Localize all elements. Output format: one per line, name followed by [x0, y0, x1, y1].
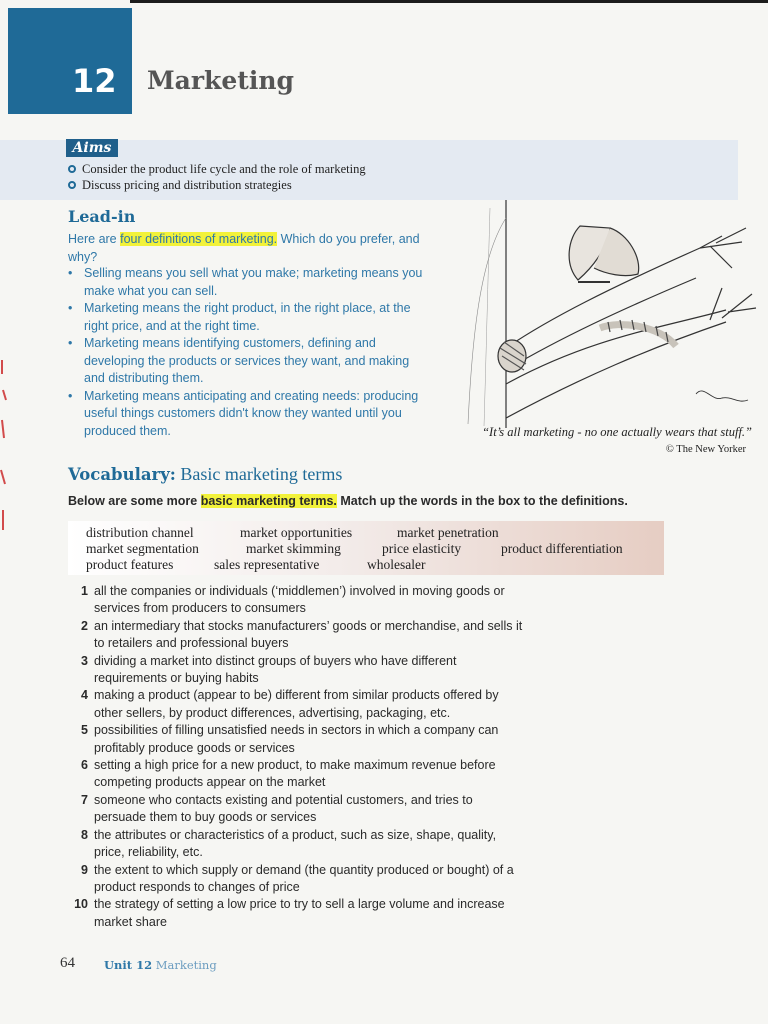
footer-unit-name: Marketing — [155, 958, 217, 972]
definition-item — [68, 757, 528, 792]
word-item: price elasticity — [382, 541, 462, 556]
definition-item — [68, 827, 528, 862]
definition-number: 4 — [81, 688, 88, 703]
leadin-definition: • Marketing means the right product, in the right place, at the right price, and at the right time. — [68, 300, 428, 335]
leadin-intro-text: Here are — [68, 232, 121, 246]
leadin-heading: Lead-in — [68, 207, 136, 226]
definition-number: 6 — [81, 758, 88, 773]
definition-item — [68, 862, 528, 897]
footer-unit — [104, 958, 217, 972]
definition-item — [68, 653, 528, 688]
word-item: market penetration — [397, 525, 499, 540]
leadin-definition: • Marketing means anticipating and creating needs: producing useful things customers didn't know they wanted until you produced them. — [68, 388, 428, 441]
word-item: market skimming — [246, 541, 341, 556]
aims-item — [68, 161, 366, 177]
circle-bullet-icon — [68, 165, 76, 173]
definition-text: the strategy of setting a low price to try to sell a large volume and increase market share — [94, 897, 505, 929]
word-item: product differentiation — [501, 541, 623, 556]
highlighted-phrase: basic marketing terms. — [200, 494, 337, 508]
instruction-text: Below are some more — [68, 494, 201, 508]
leadin-intro-text: Which do you prefer, and why? — [68, 232, 420, 264]
unit-number: 12 — [72, 62, 117, 100]
margin-stamp-marks — [0, 360, 10, 550]
word-item: sales representative — [214, 557, 320, 572]
definition-item — [68, 792, 528, 827]
circle-bullet-icon — [68, 181, 76, 189]
definition-item — [68, 687, 528, 722]
definition-item — [68, 618, 528, 653]
aims-item-text: Consider the product life cycle and the role of marketing — [82, 162, 366, 176]
definition-number: 9 — [81, 862, 88, 877]
instruction-text: Match up the words in the box to the definitions. — [336, 494, 628, 508]
signature-mark — [696, 391, 748, 401]
definition-text: the attributes or characteristics of a product, such as size, shape, quality, price, reliability, etc. — [94, 827, 497, 860]
definitions-list — [68, 583, 528, 931]
vocabulary-heading-rest: Basic marketing terms — [175, 464, 343, 484]
definition-text: setting a high price for a new product, to make maximum revenue before competing products appear on the market — [94, 758, 496, 790]
highlighted-phrase: four definitions of marketing. — [120, 232, 278, 246]
word-item: market segmentation — [86, 541, 199, 556]
vocabulary-heading — [68, 464, 342, 485]
aims-item-text: Discuss pricing and distribution strategies — [82, 178, 292, 192]
definition-text: an intermediary that stocks manufacturers’ goods or merchandise, and sells it to retailers and professional buyers — [94, 618, 523, 651]
definition-text: making a product (appear to be) different from similar products offered by other sellers, by product differences, advertising, packaging, etc. — [94, 688, 499, 720]
aims-label: Aims — [66, 139, 118, 157]
definition-item — [68, 722, 528, 757]
leadin-definition: • Selling means you sell what you make; marketing means you make what you can sell. — [68, 265, 428, 300]
word-box — [68, 521, 664, 575]
definition-item — [68, 896, 528, 931]
vocabulary-instruction — [68, 494, 628, 508]
word-item: wholesaler — [367, 557, 426, 572]
leadin-definitions — [68, 265, 428, 440]
definition-number: 10 — [74, 897, 88, 912]
cartoon-illustration — [460, 198, 758, 428]
definition-number: 3 — [81, 653, 88, 668]
page-number: 64 — [60, 955, 75, 971]
definition-number: 8 — [81, 827, 88, 842]
footer-unit-label: Unit 12 — [104, 958, 153, 972]
definition-number: 1 — [81, 584, 88, 598]
cartoon-credit: © The New Yorker — [665, 444, 746, 455]
definition-text: someone who contacts existing and potential customers, and tries to persuade them to buy goods or services — [94, 792, 473, 825]
unit-title: Marketing — [147, 66, 294, 95]
definition-number: 7 — [81, 792, 88, 807]
word-item: market opportunities — [240, 525, 353, 540]
aims-list — [68, 161, 366, 193]
caterpillar-right — [600, 325, 676, 346]
top-rule — [130, 0, 768, 3]
definition-text: possibilities of filling unsatisfied needs in sectors in which a company can profitably produce goods or services — [94, 723, 499, 755]
lower-branch — [506, 322, 726, 418]
word-item: distribution channel — [86, 525, 194, 540]
definition-text: the extent to which supply or demand (the quantity produced or bought) of a product responds to changes of price — [94, 862, 514, 894]
definition-text: all the companies or individuals (‘middlemen’) involved in moving goods or services from producers to consumers — [94, 584, 505, 616]
word-item: product features — [86, 557, 174, 572]
definition-item — [68, 583, 528, 618]
cartoon-caption: “It’s all marketing - no one actually wears that stuff.” — [482, 425, 752, 439]
vocabulary-heading-bold: Vocabulary: — [68, 465, 176, 484]
definition-text: dividing a market into distinct groups of buyers who have different requirements or buying habits — [94, 653, 457, 686]
definition-number: 5 — [81, 723, 88, 738]
leadin-intro — [68, 231, 428, 266]
aims-item — [68, 177, 366, 193]
leadin-definition: • Marketing means identifying customers, defining and developing the products or services they want, and making and distributing them. — [68, 335, 428, 388]
definition-number: 2 — [81, 618, 88, 633]
